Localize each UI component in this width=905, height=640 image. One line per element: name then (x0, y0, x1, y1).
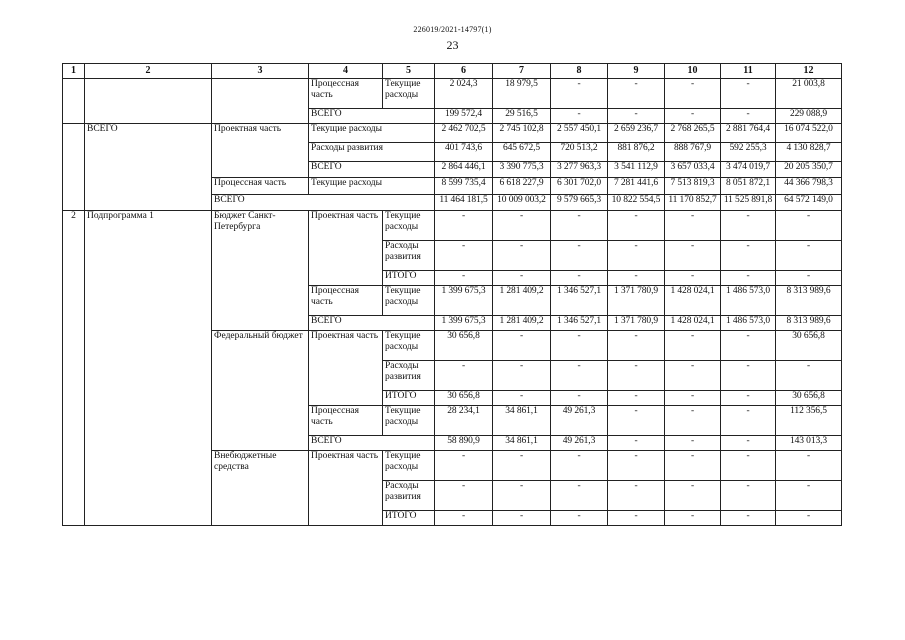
table-row (63, 124, 842, 143)
col-header: 4 (309, 64, 383, 79)
row-label: ВСЕГО (309, 109, 435, 124)
row-label: Процессная часть (309, 286, 383, 316)
table-row (63, 211, 842, 241)
value-cell: 10 009 003,2 (493, 195, 551, 211)
funding-source: Бюджет Санкт-Петербурга (212, 211, 309, 331)
col-header: 7 (493, 64, 551, 79)
row-label: Расходы развития (383, 481, 435, 511)
value-cell: - (721, 481, 776, 511)
value-cell: - (776, 241, 842, 271)
value-cell: 1 486 573,0 (721, 286, 776, 316)
value-cell: 3 277 963,3 (551, 162, 608, 178)
value-cell: - (608, 436, 665, 451)
funding-source: Федеральный бюджет (212, 331, 309, 451)
col-header: 2 (85, 64, 212, 79)
col-header: 1 (63, 64, 85, 79)
value-cell: 10 822 554,5 (608, 195, 665, 211)
value-cell: 6 618 227,9 (493, 178, 551, 195)
value-cell: - (776, 481, 842, 511)
col-header: 12 (776, 64, 842, 79)
value-cell: - (551, 331, 608, 361)
value-cell: 30 656,8 (776, 331, 842, 361)
value-cell: - (665, 481, 721, 511)
row-label: Расходы развития (309, 143, 435, 162)
grand-total-label: ВСЕГО (85, 124, 212, 211)
value-cell: - (665, 241, 721, 271)
value-cell: 20 205 350,7 (776, 162, 842, 178)
value-cell: - (608, 79, 665, 109)
row-label: Расходы развития (383, 241, 435, 271)
value-cell: - (435, 241, 493, 271)
value-cell: 9 579 665,3 (551, 195, 608, 211)
row-label: Процессная часть (309, 406, 383, 436)
value-cell: 21 003,8 (776, 79, 842, 109)
value-cell: - (435, 271, 493, 286)
value-cell: - (665, 436, 721, 451)
value-cell: - (665, 511, 721, 526)
row-label: Проектная часть (309, 451, 383, 526)
value-cell: 2 024,3 (435, 79, 493, 109)
value-cell: 28 234,1 (435, 406, 493, 436)
value-cell: 8 313 989,6 (776, 286, 842, 316)
value-cell: 64 572 149,0 (776, 195, 842, 211)
cell-empty (212, 79, 309, 124)
row-index: 2 (63, 211, 85, 526)
document-id: 226019/2021-14797(1) (413, 25, 492, 34)
value-cell: 8 599 735,4 (435, 178, 493, 195)
value-cell: 34 861,1 (493, 406, 551, 436)
value-cell: 8 313 989,6 (776, 316, 842, 331)
row-label: Текущие расходы (309, 124, 435, 143)
value-cell: - (435, 481, 493, 511)
value-cell: 30 656,8 (435, 391, 493, 406)
value-cell: - (551, 241, 608, 271)
value-cell: - (721, 241, 776, 271)
value-cell: 11 170 852,7 (665, 195, 721, 211)
value-cell: 1 371 780,9 (608, 316, 665, 331)
value-cell: - (721, 436, 776, 451)
value-cell: - (665, 361, 721, 391)
row-label: ИТОГО (383, 511, 435, 526)
value-cell: 1 281 409,2 (493, 316, 551, 331)
row-label: Расходы развития (383, 361, 435, 391)
value-cell: 58 890,9 (435, 436, 493, 451)
value-cell: - (551, 79, 608, 109)
value-cell: - (721, 406, 776, 436)
value-cell: 44 366 798,3 (776, 178, 842, 195)
value-cell: - (608, 451, 665, 481)
table-row (63, 79, 842, 109)
value-cell: 1 346 527,1 (551, 316, 608, 331)
value-cell: - (665, 79, 721, 109)
value-cell: - (721, 361, 776, 391)
value-cell: 1 428 024,1 (665, 316, 721, 331)
value-cell: 2 881 764,4 (721, 124, 776, 143)
value-cell: 1 371 780,9 (608, 286, 665, 316)
row-label: Процессная часть (309, 79, 383, 109)
value-cell: - (776, 451, 842, 481)
value-cell: 30 656,8 (435, 331, 493, 361)
value-cell: - (608, 331, 665, 361)
value-cell: 2 557 450,1 (551, 124, 608, 143)
value-cell: 881 876,2 (608, 143, 665, 162)
row-label: ВСЕГО (309, 436, 435, 451)
value-cell: - (551, 451, 608, 481)
value-cell: - (665, 271, 721, 286)
value-cell: - (435, 451, 493, 481)
value-cell: 2 745 102,8 (493, 124, 551, 143)
value-cell: - (608, 109, 665, 124)
value-cell: 1 281 409,2 (493, 286, 551, 316)
funding-source: Внебюджетные средства (212, 451, 309, 526)
row-label: ИТОГО (383, 271, 435, 286)
row-label: Текущие расходы (383, 451, 435, 481)
value-cell: 34 861,1 (493, 436, 551, 451)
value-cell: - (608, 271, 665, 286)
row-label: Текущие расходы (383, 211, 435, 241)
row-label: Текущие расходы (383, 286, 435, 316)
value-cell: - (721, 391, 776, 406)
value-cell: - (493, 511, 551, 526)
value-cell: 2 462 702,5 (435, 124, 493, 143)
value-cell: 8 051 872,1 (721, 178, 776, 195)
header-row (63, 64, 842, 79)
page-number: 23 (446, 38, 459, 52)
value-cell: 3 474 019,7 (721, 162, 776, 178)
row-label: Текущие расходы (383, 331, 435, 361)
value-cell: - (665, 331, 721, 361)
value-cell: - (665, 211, 721, 241)
value-cell: - (721, 211, 776, 241)
value-cell: - (665, 406, 721, 436)
value-cell: - (608, 481, 665, 511)
value-cell: 1 346 527,1 (551, 286, 608, 316)
value-cell: - (721, 271, 776, 286)
subprogram-name: Подпрограмма 1 (85, 211, 212, 526)
value-cell: 112 356,5 (776, 406, 842, 436)
value-cell: 11 525 891,8 (721, 195, 776, 211)
value-cell: 29 516,5 (493, 109, 551, 124)
value-cell: - (608, 406, 665, 436)
row-label: ВСЕГО (212, 195, 435, 211)
value-cell: 7 513 819,3 (665, 178, 721, 195)
value-cell: 3 541 112,9 (608, 162, 665, 178)
col-header: 11 (721, 64, 776, 79)
value-cell: - (551, 391, 608, 406)
value-cell: - (551, 109, 608, 124)
value-cell: - (665, 451, 721, 481)
value-cell: 645 672,5 (493, 143, 551, 162)
row-label: Процессная часть (212, 178, 309, 195)
row-label: Проектная часть (212, 124, 309, 178)
col-header: 9 (608, 64, 665, 79)
value-cell: - (721, 451, 776, 481)
value-cell: - (721, 511, 776, 526)
value-cell: 401 743,6 (435, 143, 493, 162)
row-label: ИТОГО (383, 391, 435, 406)
value-cell: - (608, 511, 665, 526)
col-header: 10 (665, 64, 721, 79)
row-label: Проектная часть (309, 211, 383, 286)
value-cell: - (435, 511, 493, 526)
value-cell: - (551, 481, 608, 511)
cell-empty (63, 79, 85, 124)
value-cell: 2 864 446,1 (435, 162, 493, 178)
value-cell: - (435, 361, 493, 391)
value-cell: 720 513,2 (551, 143, 608, 162)
value-cell: 49 261,3 (551, 436, 608, 451)
value-cell: - (493, 481, 551, 511)
value-cell: 18 979,5 (493, 79, 551, 109)
value-cell: - (493, 271, 551, 286)
value-cell: 3 657 033,4 (665, 162, 721, 178)
col-header: 6 (435, 64, 493, 79)
budget-table (62, 63, 842, 526)
value-cell: - (665, 109, 721, 124)
value-cell: - (551, 211, 608, 241)
value-cell: 30 656,8 (776, 391, 842, 406)
value-cell: - (493, 391, 551, 406)
value-cell: 16 074 522,0 (776, 124, 842, 143)
row-label: Текущие расходы (383, 79, 435, 109)
value-cell: - (551, 511, 608, 526)
value-cell: 3 390 775,3 (493, 162, 551, 178)
value-cell: 229 088,9 (776, 109, 842, 124)
row-label: Проектная часть (309, 331, 383, 406)
value-cell: 4 130 828,7 (776, 143, 842, 162)
value-cell: 1 399 675,3 (435, 316, 493, 331)
value-cell: - (776, 211, 842, 241)
value-cell: - (776, 271, 842, 286)
value-cell: 2 659 236,7 (608, 124, 665, 143)
value-cell: 6 301 702,0 (551, 178, 608, 195)
value-cell: - (608, 391, 665, 406)
value-cell: 1 399 675,3 (435, 286, 493, 316)
value-cell: - (721, 109, 776, 124)
row-label: Текущие расходы (309, 178, 435, 195)
value-cell: - (493, 361, 551, 391)
value-cell: - (435, 211, 493, 241)
value-cell: - (776, 511, 842, 526)
value-cell: 143 013,3 (776, 436, 842, 451)
value-cell: 888 767,9 (665, 143, 721, 162)
value-cell: 2 768 265,5 (665, 124, 721, 143)
value-cell: 11 464 181,5 (435, 195, 493, 211)
value-cell: - (493, 331, 551, 361)
value-cell: 199 572,4 (435, 109, 493, 124)
row-label: ВСЕГО (309, 316, 435, 331)
value-cell: 1 428 024,1 (665, 286, 721, 316)
value-cell: - (608, 241, 665, 271)
value-cell: 7 281 441,6 (608, 178, 665, 195)
col-header: 8 (551, 64, 608, 79)
value-cell: - (721, 79, 776, 109)
value-cell: 1 486 573,0 (721, 316, 776, 331)
value-cell: - (551, 271, 608, 286)
value-cell: - (776, 361, 842, 391)
value-cell: - (721, 331, 776, 361)
value-cell: - (608, 211, 665, 241)
row-label: ВСЕГО (309, 162, 435, 178)
cell-empty (85, 79, 212, 124)
cell-empty (63, 124, 85, 211)
col-header: 5 (383, 64, 435, 79)
value-cell: - (608, 361, 665, 391)
value-cell: - (493, 241, 551, 271)
value-cell: - (665, 391, 721, 406)
value-cell: - (551, 361, 608, 391)
col-header: 3 (212, 64, 309, 79)
row-label: Текущие расходы (383, 406, 435, 436)
value-cell: 49 261,3 (551, 406, 608, 436)
value-cell: 592 255,3 (721, 143, 776, 162)
value-cell: - (493, 451, 551, 481)
value-cell: - (493, 211, 551, 241)
